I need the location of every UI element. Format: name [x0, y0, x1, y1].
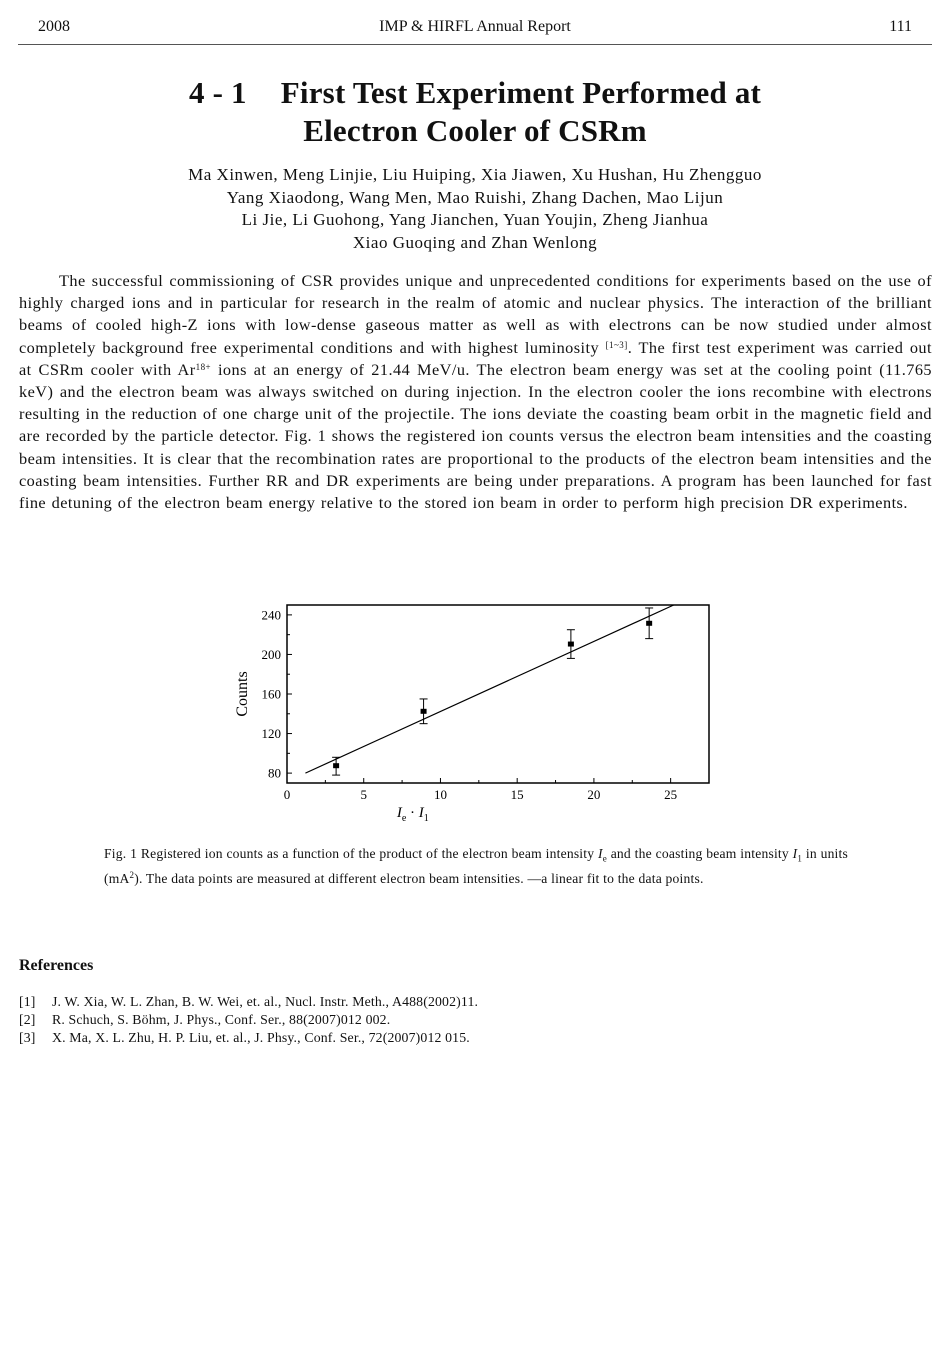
caption-label: Fig. 1 — [104, 846, 138, 861]
references-heading: References — [19, 957, 94, 974]
figure-caption — [104, 844, 848, 888]
figure-1-chart — [220, 595, 730, 830]
plot-frame — [287, 605, 709, 783]
y-tick-label: 240 — [261, 607, 281, 623]
ion-charge-superscript: 18+ — [195, 361, 212, 372]
caption-subscript: e — [602, 853, 607, 864]
author-line: Xiao Guoqing and Zhan Wenlong — [352, 232, 598, 252]
y-tick-label: 160 — [261, 686, 281, 702]
header-publication: IMP & HIRFL Annual Report — [379, 18, 571, 35]
y-tick-label: 80 — [268, 765, 281, 781]
body-paragraph — [19, 270, 932, 514]
y-tick-label: 200 — [261, 646, 281, 662]
reference-text: R. Schuch, S. Böhm, J. Phys., Conf. Ser., 88(2007)012 002. — [52, 1012, 391, 1027]
reference-number: [2] — [19, 1012, 36, 1027]
title-line-2: Electron Cooler of CSRm — [303, 113, 647, 148]
body-text-part: ions at an energy of 21.44 MeV/u. The electron beam energy was set at the cooling point (11.765 keV) and the electron beam was always switched on during injection. In the electron cooler the ions recombine with electrons resulting in the reduction of one charge unit of the projectile. The ions deviate the coasting beam orbit in the magnetic field and are recorded by the particle detector. Fig. 1 shows the registered ion counts versus the electron beam intensities and the coasting beam intensities. It is clear that the recombination rates are proportional to the products of the electron beam intensities and the coasting beam intensities. Further RR and DR experiments are being under preparations. A program has been launched for fast fine detuning of the electron beam energy relative to the stored ion beam in order to perform high precision DR experiments. — [19, 359, 933, 513]
title-line-1: First Test Experiment Performed at — [280, 75, 762, 110]
body-text-part: . The first test experiment was carried out at CSRm cooler with Ar — [19, 337, 932, 379]
x-tick-label: 0 — [283, 787, 291, 802]
caption-symbol: I — [598, 846, 603, 861]
running-header — [18, 14, 932, 45]
author-line: Li Jie, Li Guohong, Yang Jianchen, Yuan Youjin, Zheng Jianhua — [241, 210, 709, 229]
caption-text: ). The data points are measured at different electron beam intensities. —a linear fit to the data points. — [134, 870, 704, 886]
author-line: Ma Xinwen, Meng Linjie, Liu Huiping, Xia Jiawen, Xu Hushan, Hu Zhengguo — [188, 165, 762, 184]
data-point — [646, 621, 652, 626]
reference-number: [3] — [19, 1030, 36, 1045]
header-page-number: 111 — [889, 18, 912, 35]
caption-superscript: 2 — [129, 869, 135, 880]
caption-text: and the coasting beam intensity — [606, 846, 793, 861]
article-title — [0, 74, 950, 150]
linear-fit-line — [305, 605, 673, 773]
x-axis-label: $I_e \cdot I_1$ — [396, 805, 429, 824]
body-text-part: The successful commissioning of CSR provides unique and unprecedented conditions for experiments based on the use of highly charged ions and in particular for research in the realm of atomic and nuclear physics. The interaction of the brilliant beams of cooled high-Z ions with low-dense gaseous matter as well as with electrons can be now studied under almost completely background free experimental conditions and with highest luminosity — [19, 271, 932, 357]
section-number: 4 - 1 — [188, 75, 247, 110]
reference-list — [19, 993, 478, 1047]
header-year: 2008 — [38, 18, 70, 35]
author-line: Yang Xiaodong, Wang Men, Mao Ruishi, Zhang Dachen, Mao Lijun — [226, 187, 724, 207]
x-tick-label: 5 — [360, 787, 367, 802]
data-point — [333, 763, 339, 768]
caption-text: in units (mA — [104, 846, 849, 886]
reference-item — [19, 993, 478, 1011]
chart-plot — [220, 595, 730, 830]
author-list — [0, 164, 950, 254]
reference-text: J. W. Xia, W. L. Zhan, B. W. Wei, et. al., Nucl. Instr. Meth., A488(2002)11. — [52, 994, 479, 1009]
x-tick-label: 25 — [664, 787, 678, 802]
reference-item — [19, 1011, 478, 1029]
x-tick-label: 20 — [587, 787, 601, 802]
data-point — [421, 709, 427, 714]
y-axis-label: Counts — [234, 671, 251, 717]
x-tick-label: 10 — [433, 787, 447, 802]
citation-link[interactable]: [1~3] — [605, 339, 628, 350]
y-tick-label: 120 — [261, 726, 281, 742]
caption-symbol: I — [792, 846, 798, 861]
x-tick-label: 15 — [510, 787, 524, 802]
caption-subscript: 1 — [797, 853, 803, 864]
reference-number: [1] — [19, 994, 36, 1009]
data-point — [568, 642, 574, 647]
reference-item — [19, 1029, 478, 1047]
reference-text: X. Ma, X. L. Zhu, H. P. Liu, et. al., J. Phsy., Conf. Ser., 72(2007)012 015. — [52, 1030, 470, 1045]
caption-text: Registered ion counts as a function of the product of the electron beam intensity — [137, 846, 599, 861]
